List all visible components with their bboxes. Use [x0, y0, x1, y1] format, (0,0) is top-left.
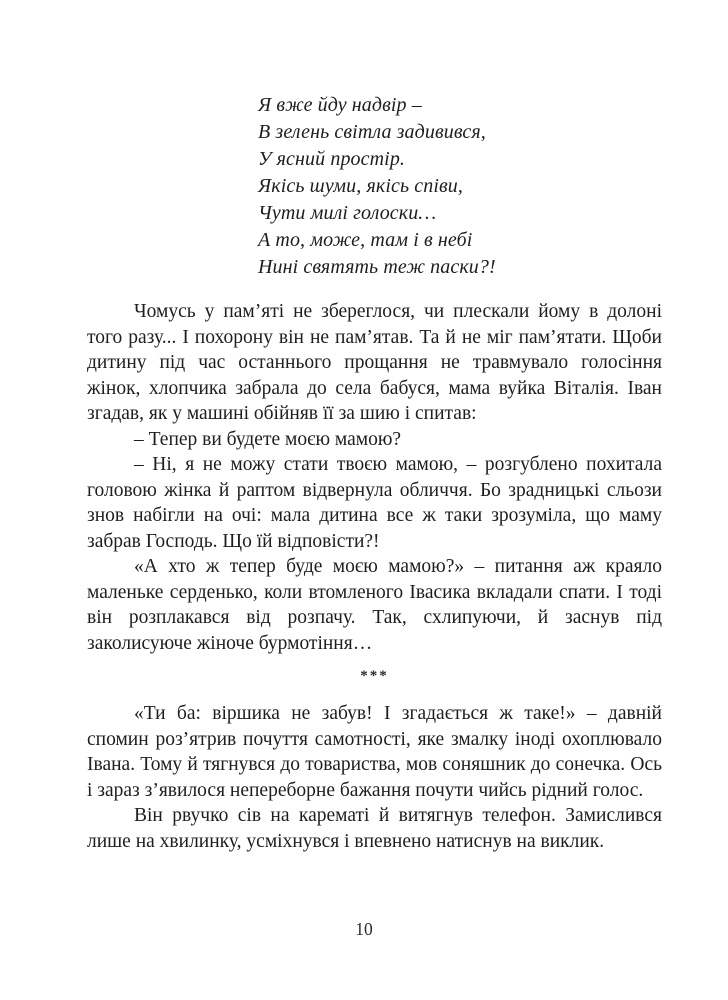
dialogue-paragraph: – Тепер ви будете моєю мамою? — [134, 428, 402, 450]
poem-line: Чути милі голоски… — [258, 202, 437, 224]
dialogue-paragraph: – Ні, я не можу стати твоєю мамою, – розгублено похитала головою жінка й раптом відвернула обличчя. Бо зрадницькі сльози знов набігли на очі: мала дитина все ж таки зрозуміла, що маму забрав Господь. Що їй відповісти?! — [87, 454, 662, 552]
prose-section-1 — [87, 299, 662, 656]
poem-line: Нині святять теж паски?! — [258, 256, 496, 278]
paragraph: Чомусь у пам’яті не збереглося, чи плескали йому в долоні того разу... І похорону він не пам’ятав. Та й не міг пам’ятати. Щоби дитину під час останнього прощання не травмувало голосіння жінок, хлопчика забрала до села бабуся, мама вуйка Віталія. Іван згадав, як у машині обійняв її за шию і спитав: — [87, 301, 662, 424]
paragraph: «Ти ба: віршика не забув! І згадається ж таке!» – давній спомин роз’ятрив почуття самотності, яке змалку іноді охоплювало Івана. Тому й тягнувся до товариства, мов соняшник до сонечка. Ось і зараз з’явилося непереборне бажання почути чийсь рідний голос. — [87, 703, 662, 801]
poem-line: У ясний простір. — [258, 148, 406, 170]
paragraph: Він рвучко сів на карематі й витягнув телефон. Замислився лише на хвилинку, усміхнувся і впевнено натиснув на виклик. — [87, 805, 662, 852]
poem-line: В зелень світла задивився, — [258, 121, 486, 143]
poem-block — [258, 92, 662, 281]
poem-line: Я вже йду надвір – — [258, 94, 422, 116]
poem-line: А то, може, там і в небі — [258, 229, 473, 251]
poem-line: Якісь шуми, якісь співи, — [258, 175, 463, 197]
paragraph: «А хто ж тепер буде моєю мамою?» – питання аж краяло маленьке серденько, коли втомленого Івасика вкладали спати. І тоді він розплакався від розпачу. Так, схлипуючи, й заснув під заколисуюче жіноче бурмотіння… — [87, 556, 662, 654]
page-number: 10 — [355, 919, 373, 939]
prose-section-2 — [87, 701, 662, 854]
section-separator: *** — [360, 668, 389, 684]
